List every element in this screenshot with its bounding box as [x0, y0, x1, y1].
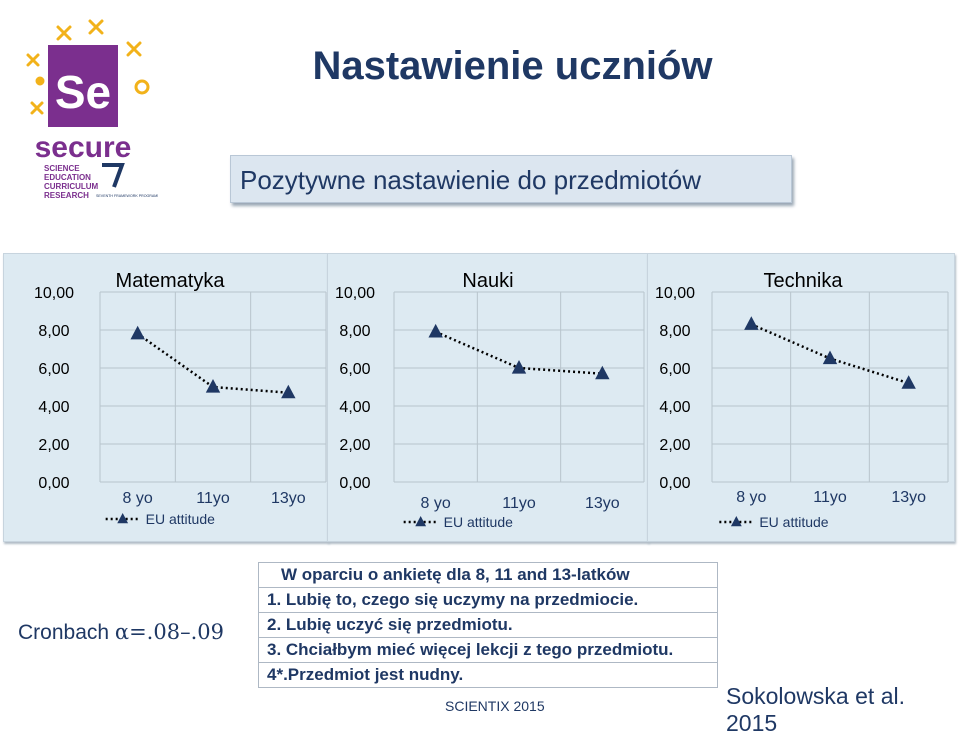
y-tick-label: 10,00 — [654, 285, 696, 302]
page-title: Nastawienie uczniów — [312, 44, 713, 88]
data-point-marker — [428, 324, 442, 338]
y-tick-label: 4,00 — [659, 399, 691, 416]
y-tick-label: 6,00 — [339, 361, 371, 378]
table-row — [259, 563, 718, 588]
subtitle-box — [230, 155, 792, 203]
logo-mark: Se — [54, 66, 112, 118]
logo-line-1: SCIENCE — [44, 164, 80, 173]
chart-title: Technika — [763, 270, 843, 292]
survey-table — [258, 562, 718, 688]
table-row — [259, 613, 718, 638]
logo-line-3: CURRICULUM — [44, 182, 99, 191]
chart-nauki — [328, 254, 648, 541]
chart-matematyka — [4, 254, 328, 541]
fp7-badge-icon — [96, 165, 158, 198]
chart-title: Nauki — [462, 270, 514, 292]
chart-panel-nauki — [327, 253, 649, 542]
table-row — [259, 638, 718, 663]
survey-item: 1. Lubię to, czego się uczymy na przedmiocie. — [259, 588, 718, 613]
x-tick-label: 13yo — [584, 495, 620, 512]
data-point-marker — [130, 326, 144, 340]
cronbach-alpha — [18, 620, 224, 645]
x-tick-label: 13yo — [891, 489, 927, 506]
y-tick-label: 8,00 — [659, 323, 691, 340]
subtitle: Pozytywne nastawienie do przedmiotów — [240, 165, 702, 195]
y-tick-label: 2,00 — [659, 437, 691, 454]
y-tick-label: 4,00 — [339, 399, 371, 416]
chart-title: Matematyka — [115, 270, 225, 292]
footer-event: SCIENTIX 2015 — [445, 698, 545, 714]
logo-line-4: RESEARCH — [44, 191, 89, 200]
x-tick-label: 8 yo — [736, 489, 767, 506]
chart-panel-matematyka — [3, 253, 329, 542]
survey-item: 4*.Przedmiot jest nudny. — [259, 663, 718, 688]
x-tick-label: 8 yo — [420, 495, 451, 512]
y-tick-label: 0,00 — [659, 475, 691, 492]
table-row — [259, 588, 718, 613]
y-tick-label: 2,00 — [339, 437, 371, 454]
footer-citation: Sokolowska et al. 2015 — [726, 683, 905, 736]
y-tick-label: 2,00 — [38, 437, 70, 454]
x-tick-label: 13yo — [270, 490, 306, 507]
cronbach-label: Cronbach — [18, 621, 110, 644]
x-tick-label: 11yo — [196, 490, 230, 507]
survey-item: 2. Lubię uczyć się przedmiotu. — [259, 613, 718, 638]
data-point-marker — [281, 385, 295, 399]
y-tick-label: 4,00 — [38, 399, 70, 416]
y-tick-label: 8,00 — [339, 323, 371, 340]
legend-label: EU attitude — [145, 511, 215, 527]
chart-technika — [648, 254, 954, 541]
x-tick-label: 8 yo — [122, 490, 153, 507]
y-tick-label: 0,00 — [38, 475, 70, 492]
logo-name: secure — [34, 131, 132, 164]
cronbach-value: α=.08–.09 — [114, 620, 224, 644]
y-tick-label: 10,00 — [33, 285, 75, 302]
y-tick-label: 8,00 — [38, 323, 70, 340]
logo-line-2: EDUCATION — [44, 173, 91, 182]
data-point-marker — [901, 375, 915, 389]
y-tick-label: 6,00 — [659, 361, 691, 378]
y-tick-label: 6,00 — [38, 361, 70, 378]
data-point-marker — [744, 316, 758, 330]
fp7-badge-text: SEVENTH FRAMEWORK PROGRAMME — [96, 194, 158, 198]
survey-header: W oparciu o ankietę dla 8, 11 and 13-latków — [259, 563, 718, 588]
legend-label: EU attitude — [443, 514, 513, 530]
table-row — [259, 663, 718, 688]
x-tick-label: 11yo — [502, 495, 536, 512]
chart-panel-technika — [647, 253, 955, 542]
data-point-marker — [206, 379, 220, 393]
y-tick-label: 0,00 — [339, 475, 371, 492]
y-tick-label: 10,00 — [334, 285, 376, 302]
legend-label: EU attitude — [759, 514, 829, 530]
x-tick-label: 11yo — [813, 489, 847, 506]
survey-item: 3. Chciałbym mieć więcej lekcji z tego przedmiotu. — [259, 638, 718, 663]
